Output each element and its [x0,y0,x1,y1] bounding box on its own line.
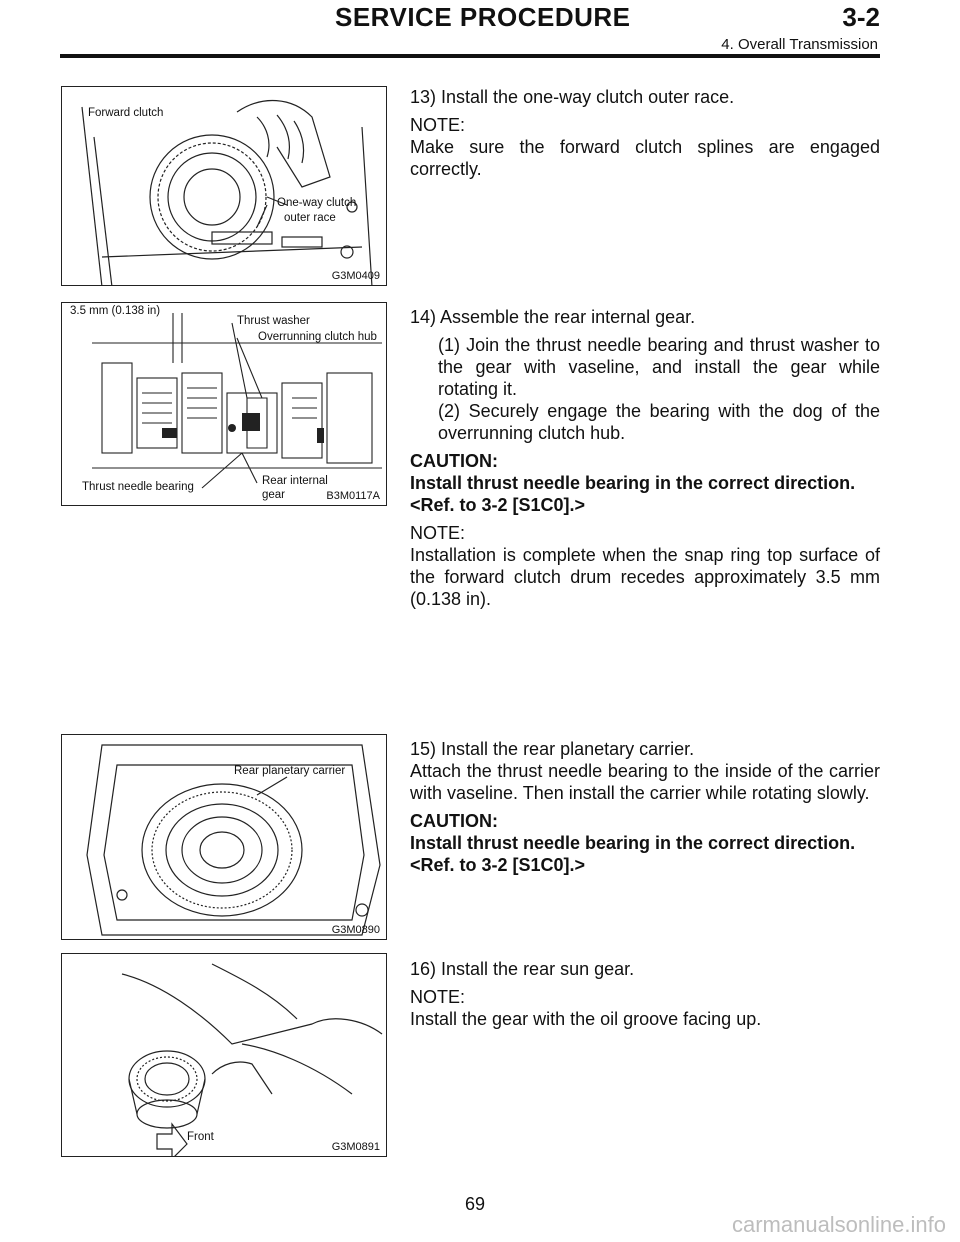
section-subtitle: 4. Overall Transmission [721,36,878,53]
figure-code: G3M0409 [331,270,380,282]
step-14-caution: Install thrust needle bearing in the correct direction. [410,473,856,493]
step-16-note-label: NOTE: [410,987,466,1007]
step-14-sub-2: (2) Securely engage the bearing with the dog of the overrunning clutch hub. [438,401,880,443]
figure-rear-planetary-carrier [61,734,387,940]
header-rule [60,54,880,58]
label-rear-internal: Rear internal [262,475,328,487]
label-overrunning-clutch-hub: Overrunning clutch hub [258,331,377,343]
figure-rear-sun-gear [61,953,387,1157]
step-14 [410,306,880,616]
label-gear: gear [262,489,286,501]
figure-code: G3M0891 [331,1141,380,1153]
step-14-caution-label: CAUTION: [410,451,498,471]
step-16-note: Install the gear with the oil groove facing up. [410,1009,762,1029]
label-front: Front [187,1131,214,1143]
step-16-title: 16) Install the rear sun gear. [410,959,635,979]
figure-code: G3M0890 [331,924,380,936]
step-15-caution-label: CAUTION: [410,811,498,831]
step-13-title: 13) Install the one-way clutch outer race. [410,87,735,107]
label-forward-clutch: Forward clutch [88,107,164,119]
step-13-note: Make sure the forward clutch splines are engaged correctly. [410,137,880,179]
step-14-note: Installation is complete when the snap ring top surface of the forward clutch drum recedes approximately 3.5 mm (0.138 in). [410,545,880,609]
step-14-title: 14) Assemble the rear internal gear. [410,307,696,327]
step-15-caution: Install thrust needle bearing in the correct direction. [410,833,856,853]
label-clearance: 3.5 mm (0.138 in) [70,305,161,317]
figure-code: B3M0117A [326,490,380,502]
step-15-body: Attach the thrust needle bearing to the inside of the carrier with vaseline. Then install the carrier while rotating slowly. [410,761,880,803]
step-13 [410,86,880,186]
step-15-ref: <Ref. to 3-2 [S1C0].> [410,855,586,875]
label-thrust-washer: Thrust washer [237,315,310,327]
label-outer-race: outer race [284,212,336,224]
watermark: carmanualsonline.info [731,1212,946,1237]
figure-one-way-clutch [61,86,387,286]
rear-sun-gear-illustration [62,954,387,1157]
page-title: SERVICE PROCEDURE [335,2,631,32]
step-15-title: 15) Install the rear planetary carrier. [410,739,695,759]
step-14-note-label: NOTE: [410,523,466,543]
label-rear-planetary-carrier: Rear planetary carrier [234,765,346,777]
section-number: 3-2 [842,2,880,32]
step-16 [410,958,880,1036]
step-14-sub-1: (1) Join the thrust needle bearing and thrust washer to the gear with vaseline, and install the gear while rotating it. [438,335,880,399]
step-13-note-label: NOTE: [410,115,466,135]
page-number: 69 [465,1194,486,1214]
figure-rear-internal-gear [61,302,387,506]
step-15 [410,738,880,882]
label-thrust-needle-bearing: Thrust needle bearing [82,481,194,493]
step-14-ref: <Ref. to 3-2 [S1C0].> [410,495,586,515]
label-one-way-clutch: One-way clutch [277,197,357,209]
